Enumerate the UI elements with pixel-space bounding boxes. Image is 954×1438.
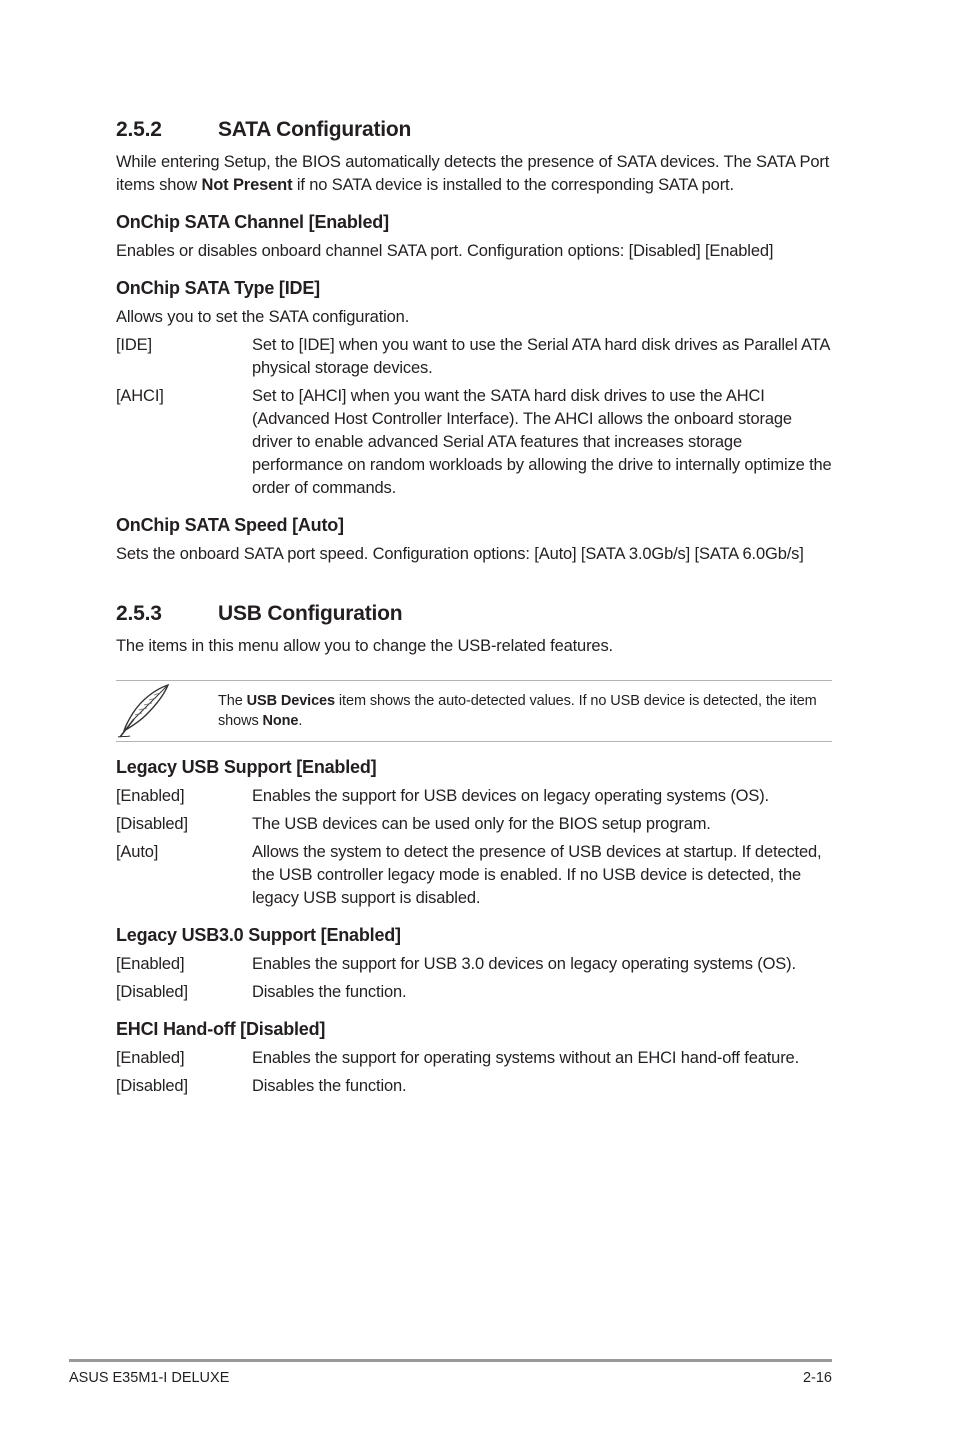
- option-desc: Set to [IDE] when you want to use the Serial ATA hard disk drives as Parallel ATA physical storage devices.: [252, 336, 830, 377]
- section-number: 2.5.2: [116, 118, 162, 141]
- quill-note-icon: [116, 683, 218, 739]
- option-key: [Enabled]: [116, 787, 185, 805]
- item-desc-sata-channel: Enables or disables onboard channel SATA port. Configuration options: [Disabled] [Enabled]: [116, 242, 774, 260]
- page-footer: [69, 1359, 832, 1386]
- section-heading: SATA Configuration: [218, 118, 412, 141]
- option-row: [116, 841, 832, 910]
- option-row: [116, 953, 832, 976]
- section-title-usb: [116, 602, 832, 626]
- option-key: [Disabled]: [116, 1077, 188, 1095]
- item-title-legacy-usb: Legacy USB Support [Enabled]: [116, 757, 377, 777]
- option-key: [IDE]: [116, 336, 152, 354]
- item-title-ehci: EHCI Hand-off [Disabled]: [116, 1019, 326, 1039]
- option-desc: Enables the support for USB devices on legacy operating systems (OS).: [252, 787, 769, 805]
- item-desc-sata-type: Allows you to set the SATA configuration.: [116, 308, 410, 326]
- item-title-sata-speed: OnChip SATA Speed [Auto]: [116, 515, 344, 535]
- option-desc: Allows the system to detect the presence of USB devices at startup. If detected, the USB controller legacy mode is enabled. If no USB device is detected, the legacy USB support is disabled.: [252, 843, 822, 907]
- option-key: [Enabled]: [116, 955, 185, 973]
- section-number: 2.5.3: [116, 602, 162, 625]
- option-desc: Enables the support for operating systems without an EHCI hand-off feature.: [252, 1049, 800, 1067]
- option-key: [Auto]: [116, 843, 159, 861]
- item-title-legacy-usb3: Legacy USB3.0 Support [Enabled]: [116, 925, 401, 945]
- option-row: [116, 785, 832, 808]
- section-heading: USB Configuration: [218, 602, 403, 625]
- note-text: The USB Devices item shows the auto-detected values. If no USB device is detected, the item shows None.: [218, 693, 817, 729]
- item-title-sata-type: OnChip SATA Type [IDE]: [116, 278, 320, 298]
- option-row: [116, 385, 832, 500]
- item-title-sata-channel: OnChip SATA Channel [Enabled]: [116, 212, 389, 232]
- option-row: [116, 1047, 832, 1070]
- option-row: [116, 334, 832, 380]
- usb-intro: The items in this menu allow you to change the USB-related features.: [116, 637, 613, 655]
- footer-page-number: 2-16: [802, 1370, 832, 1386]
- note-box: [116, 680, 832, 742]
- item-desc-sata-speed: Sets the onboard SATA port speed. Configuration options: [Auto] [SATA 3.0Gb/s] [SATA 6.0Gb/s]: [116, 545, 804, 563]
- option-row: [116, 1075, 832, 1098]
- option-key: [Enabled]: [116, 1049, 185, 1067]
- option-desc: Disables the function.: [252, 1077, 407, 1095]
- footer-product: ASUS E35M1-I DELUXE: [69, 1370, 230, 1386]
- option-row: [116, 981, 832, 1004]
- sata-intro: While entering Setup, the BIOS automatically detects the presence of SATA devices. The SATA Port items show Not Present if no SATA device is installed to the corresponding SATA port.: [116, 153, 830, 194]
- page-content: [116, 118, 832, 1098]
- option-desc: The USB devices can be used only for the BIOS setup program.: [252, 815, 711, 833]
- option-key: [Disabled]: [116, 815, 188, 833]
- option-desc: Disables the function.: [252, 983, 407, 1001]
- option-key: [AHCI]: [116, 387, 164, 405]
- option-desc: Enables the support for USB 3.0 devices on legacy operating systems (OS).: [252, 955, 796, 973]
- option-row: [116, 813, 832, 836]
- option-key: [Disabled]: [116, 983, 188, 1001]
- section-title-sata: [116, 118, 832, 142]
- option-desc: Set to [AHCI] when you want the SATA hard disk drives to use the AHCI (Advanced Host Controller Interface). The AHCI allows the onboard storage driver to enable advanced Serial ATA features that increases storage performance on random workloads by allowing the drive to internally optimize the order of commands.: [252, 387, 832, 497]
